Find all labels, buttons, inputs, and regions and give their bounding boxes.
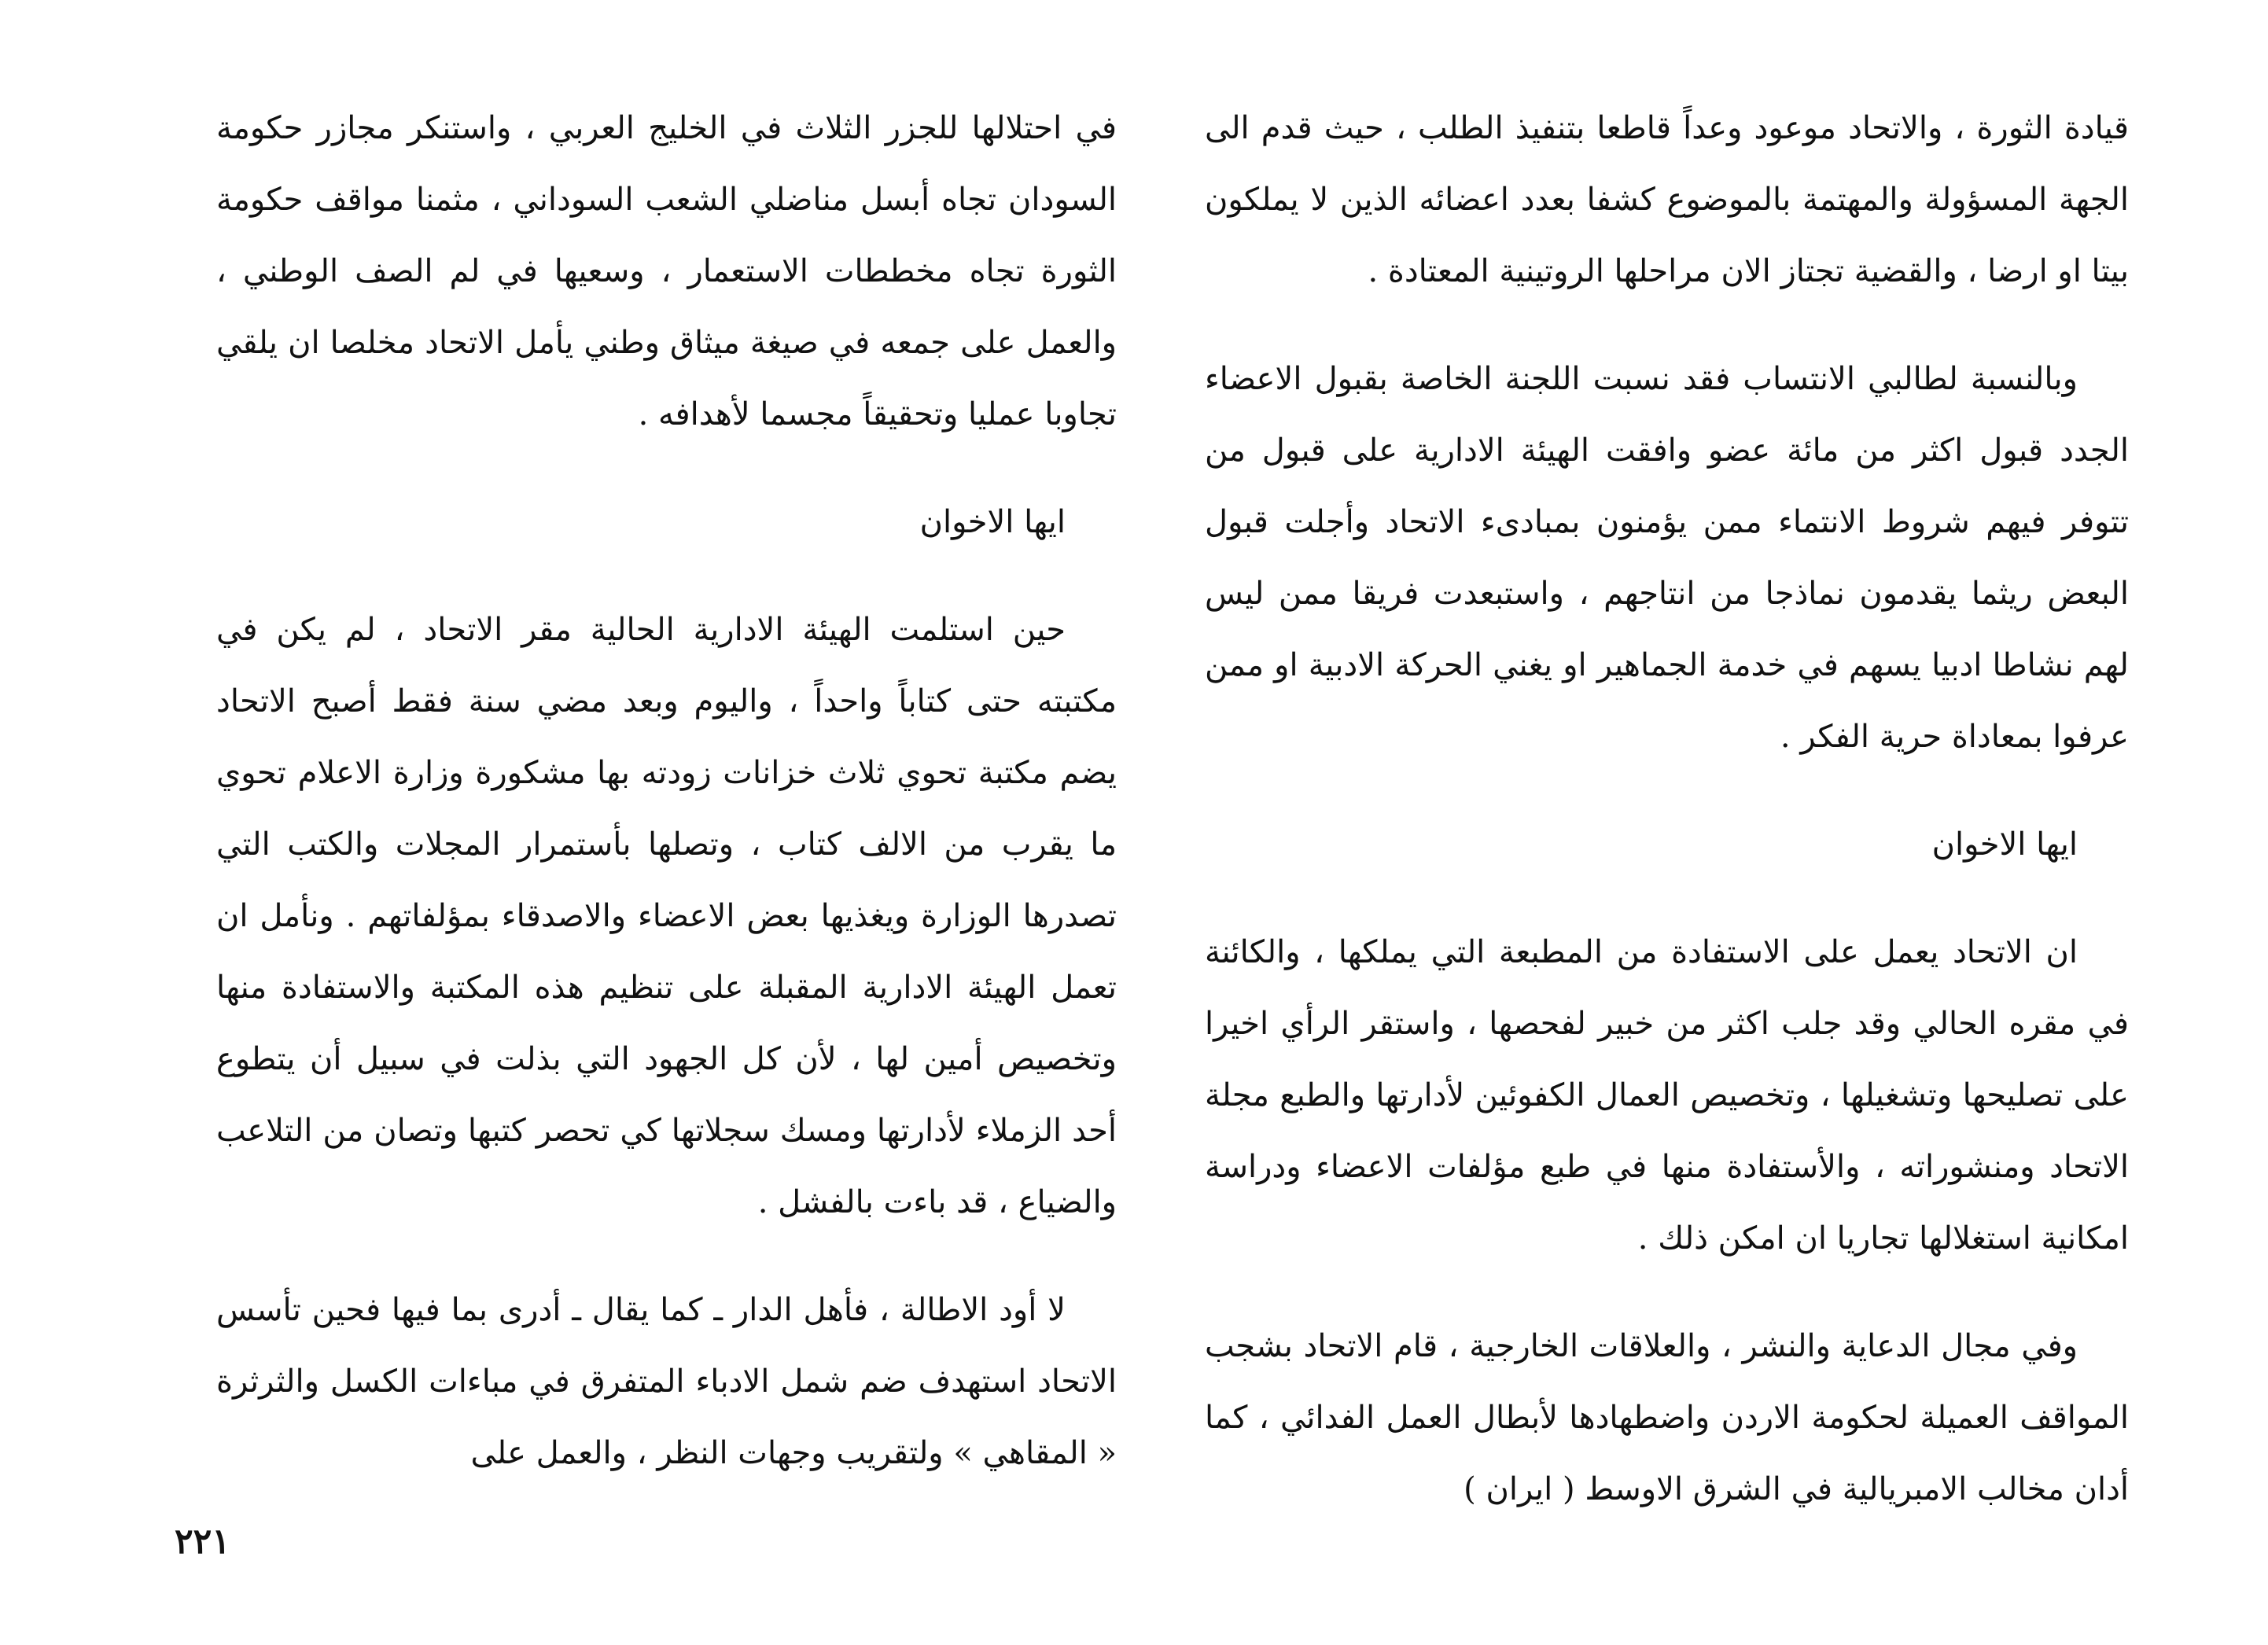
right-section-heading: ايها الاخوان: [1931, 826, 2078, 863]
left-section-heading: ايها الاخوان: [919, 504, 1066, 540]
right-paragraph-1: قيادة الثورة ، والاتحاد موعود وعداً قاطعا بتنفيذ الطلب ، حيث قدم الى الجهة المسؤولة والمهتمة بالموضوع كشفا بعدد اعضائه الذين لا يملكون بيتا او ارضا ، والقضية تجتاز الان مراحلها الروتينية المعتادة .: [1205, 110, 2129, 289]
left-paragraph-2: حين استلمت الهيئة الادارية الحالية مقر الاتحاد ، لم يكن في مكتبته حتى كتاباً واحداً ، واليوم وبعد مضي سنة فقط أصبح الاتحاد يضم مكتبة تحوي ثلاث خزانات زودته بها مشكورة وزارة الاعلام تحوي ما يقرب من الالف كتاب ، وتصلها بأستمرار المجلات والكتب التي تصدرها الوزارة ويغذيها بعض الاعضاء والاصدقاء بمؤلفاتهم . ونأمل ان تعمل الهيئة الادارية المقبلة على تنظيم هذه المكتبة والاستفادة منها وتخصيص أمين لها ، لأن كل الجهود التي بذلت في سبيل أن يتطوع أحد الزملاء لأدارتها ومسك سجلاتها كي تحصر كتبها وتصان من التلاعب والضياع ، قد باءت بالفشل .: [216, 612, 1117, 1220]
right-paragraph-2: وبالنسبة لطالبي الانتساب فقد نسبت اللجنة الخاصة بقبول الاعضاء الجدد قبول اكثر من مائة عضو وافقت الهيئة الادارية على قبول من تتوفر فيهم شروط الانتماء ممن يؤمنون بمبادىء الاتحاد وأجلت قبول البعض ريثما يقدمون نماذجا من انتاجهم ، واستبعدت فريقا ممن ليس لهم نشاطا ادبيا يسهم في خدمة الجماهير او يغني الحركة الادبية او ممن عرفوا بمعاداة حرية الفكر .: [1205, 361, 2129, 755]
page-number: ٢٢١: [175, 1522, 230, 1562]
right-page-text-column: [1205, 93, 2129, 1562]
right-paragraph-4: وفي مجال الدعاية والنشر ، والعلاقات الخارجية ، قام الاتحاد بشجب المواقف العميلة لحكومة الاردن واضطهادها لأبطال العمل الفدائي ، كما أدان مخالب الامبريالية في الشرق الاوسط ( ايران ): [1205, 1328, 2129, 1507]
right-page: [1134, 0, 2268, 1645]
right-paragraph-3: ان الاتحاد يعمل على الاستفادة من المطبعة التي يملكها ، والكائنة في مقره الحالي وقد جلب اكثر من خبير لفحصها ، واستقر الرأي اخيرا على تصليحها وتشغيلها ، وتخصيص العمال الكفوئين لأدارتها والطبع مجلة الاتحاد ومنشوراته ، والأستفادة منها في طبع مؤلفات الاعضاء ودراسة امكانية استغلالها تجاريا ان امكن ذلك .: [1205, 934, 2129, 1257]
left-paragraph-1: في احتلالها للجزر الثلاث في الخليج العربي ، واستنكر مجازر حكومة السودان تجاه أبسل مناضلي الشعب السوداني ، مثمنا مواقف حكومة الثورة تجاه مخططات الاستعمار ، وسعيها في لم الصف الوطني ، والعمل على جمعه في صيغة ميثاق وطني يأمل الاتحاد مخلصا ان يلقي تجاوبا عمليا وتحقيقاً مجسما لأهدافه .: [216, 110, 1117, 432]
left-page-text-column: [216, 93, 1117, 1525]
left-paragraph-3: لا أود الاطالة ، فأهل الدار ـ كما يقال ـ أدرى بما فيها فحين تأسس الاتحاد استهدف ضم شمل الادباء المتفرق في مباءات الكسل والثرثرة « المقاهي » ولتقريب وجهات النظر ، والعمل على: [216, 1292, 1117, 1471]
